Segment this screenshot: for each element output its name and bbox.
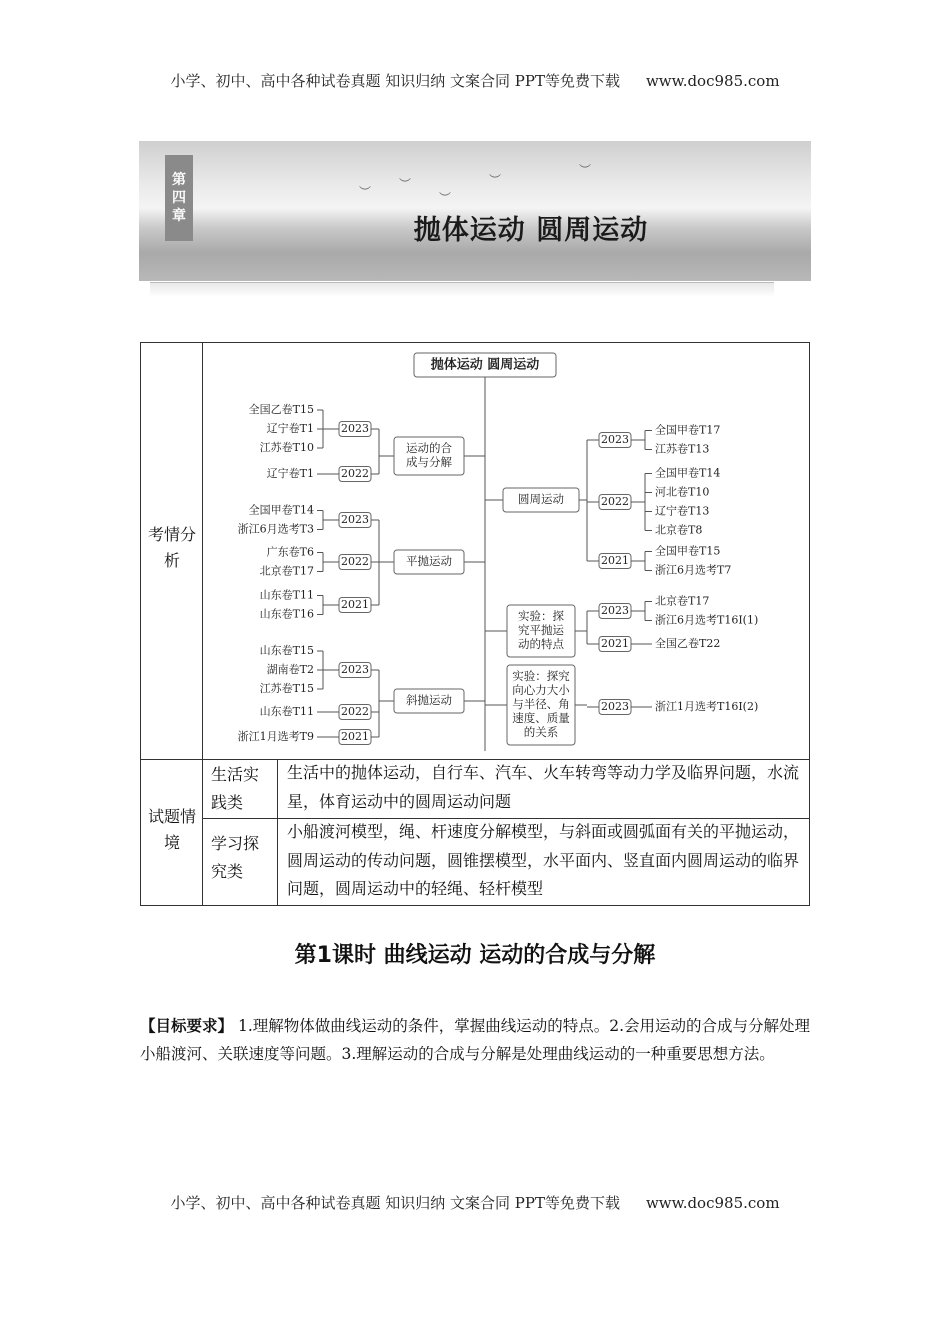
sub-label-life: 生活实践类	[211, 765, 260, 812]
life-context-text: 生活中的抛体运动，自行车、汽车、火车转弯等动力学及临界问题，水流星，体育运动中的圆周运动问题	[287, 763, 800, 811]
knowledge-mindmap	[203, 343, 809, 758]
exam-item-label: 河北卷T10	[655, 485, 710, 499]
exam-item-label: 北京卷T17	[259, 564, 314, 578]
topic-node-label: 与半径、角	[512, 697, 570, 711]
exam-item-label: 辽宁卷T1	[266, 422, 314, 435]
bird-icon: ︶	[579, 163, 592, 177]
exam-item-label: 全国甲卷T15	[655, 544, 721, 558]
exam-item-label: 全国甲卷T14	[655, 466, 721, 480]
exam-item-label: 广东卷T6	[266, 545, 314, 559]
exam-item-label: 浙江6月选考T16Ⅰ(1)	[655, 613, 759, 627]
year-label: 2022	[341, 467, 369, 480]
exam-item-label: 浙江6月选考T7	[655, 563, 732, 577]
topic-node-label: 运动的合	[406, 441, 452, 455]
bird-icon: ︶	[359, 185, 372, 199]
year-label: 2021	[341, 598, 369, 611]
lesson-title: 第1课时 曲线运动 运动的合成与分解	[294, 943, 656, 968]
exam-item-label: 辽宁卷T13	[655, 504, 710, 518]
sub-label-study: 学习探究类	[211, 834, 260, 881]
exam-item-label: 山东卷T16	[259, 607, 314, 621]
chapter-title: 抛体运动 圆周运动	[413, 215, 649, 246]
bird-icon: ︶	[439, 191, 452, 205]
topic-node-label: 圆周运动	[518, 492, 564, 506]
topic-node-label: 速度、质量	[512, 711, 570, 725]
learning-goals	[140, 1012, 812, 1068]
page-footer	[0, 1192, 950, 1213]
exam-item-label: 全国甲卷T17	[655, 423, 721, 437]
header-text: 小学、初中、高中各种试卷真题 知识归纳 文案合同 PPT等免费下载	[170, 72, 620, 90]
root-node-label: 抛体运动 圆周运动	[430, 357, 540, 373]
footer-url[interactable]: www.doc985.com	[645, 1194, 780, 1212]
study-context-text: 小船渡河模型，绳、杆速度分解模型，与斜面或圆弧面有关的平抛运动，圆周运动的传动问题，圆锥摆模型，水平面内、竖直面内圆周运动的临界问题，圆周运动中的轻绳、轻杆模型	[287, 822, 800, 898]
exam-item-label: 浙江1月选考T16Ⅰ(2)	[655, 700, 759, 713]
row-label-context: 试题情境	[147, 807, 196, 852]
year-label: 2021	[601, 554, 629, 567]
exam-item-label: 北京卷T17	[655, 594, 710, 608]
chapter-banner	[139, 141, 811, 281]
topic-node-label: 实验：探	[518, 609, 564, 623]
topic-node-label: 成与分解	[406, 455, 452, 469]
topic-node-label: 平抛运动	[406, 554, 452, 568]
banner-divider	[150, 282, 774, 297]
topic-node-label: 动的特点	[518, 637, 564, 651]
year-label: 2022	[601, 495, 629, 508]
topic-node-label: 实验：探究	[512, 669, 570, 683]
exam-item-label: 山东卷T11	[259, 705, 314, 718]
exam-item-label: 浙江1月选考T9	[237, 730, 314, 743]
exam-item-label: 江苏卷T15	[259, 682, 314, 695]
bird-icon: ︶	[399, 177, 412, 191]
exam-item-label: 浙江6月选考T3	[237, 522, 314, 536]
page-header	[0, 70, 950, 91]
chapter-tab-text: 第四章	[172, 172, 186, 224]
header-url[interactable]: www.doc985.com	[645, 72, 780, 90]
exam-item-label: 辽宁卷T1	[266, 467, 314, 480]
year-label: 2023	[341, 422, 369, 435]
year-label: 2022	[341, 555, 369, 568]
exam-item-label: 全国乙卷T22	[655, 637, 721, 650]
goals-label: 【目标要求】	[140, 1017, 234, 1035]
topic-node-label: 斜抛运动	[406, 693, 452, 707]
goals-text: 1.理解物体做曲线运动的条件，掌握曲线运动的特点。2.会用运动的合成与分解处理小船渡河、关联速度等问题。3.理解运动的合成与分解是处理曲线运动的一种重要思想方法。	[140, 1017, 811, 1063]
exam-item-label: 江苏卷T13	[655, 442, 710, 456]
year-label: 2021	[341, 730, 369, 743]
exam-item-label: 江苏卷T10	[259, 441, 314, 454]
exam-item-label: 山东卷T15	[259, 644, 314, 657]
topic-node-label: 的关系	[523, 725, 559, 739]
year-label: 2023	[601, 433, 629, 446]
exam-item-label: 湖南卷T2	[266, 663, 314, 676]
table-divider	[277, 759, 278, 906]
year-label: 2023	[601, 604, 629, 617]
year-label: 2022	[341, 705, 369, 718]
exam-item-label: 全国乙卷T15	[248, 403, 314, 416]
row-label-analysis: 考情分析	[147, 525, 196, 570]
year-label: 2023	[341, 513, 369, 526]
exam-item-label: 全国甲卷T14	[248, 503, 314, 517]
year-label: 2021	[601, 637, 629, 650]
topic-node-label: 向心力大小	[512, 683, 570, 697]
year-label: 2023	[341, 663, 369, 676]
footer-text: 小学、初中、高中各种试卷真题 知识归纳 文案合同 PPT等免费下载	[170, 1194, 620, 1212]
bird-icon: ︶	[489, 173, 502, 187]
topic-node-label: 究平抛运	[518, 623, 564, 637]
exam-item-label: 北京卷T8	[655, 523, 703, 537]
year-label: 2023	[601, 700, 629, 713]
exam-item-label: 山东卷T11	[259, 588, 314, 602]
